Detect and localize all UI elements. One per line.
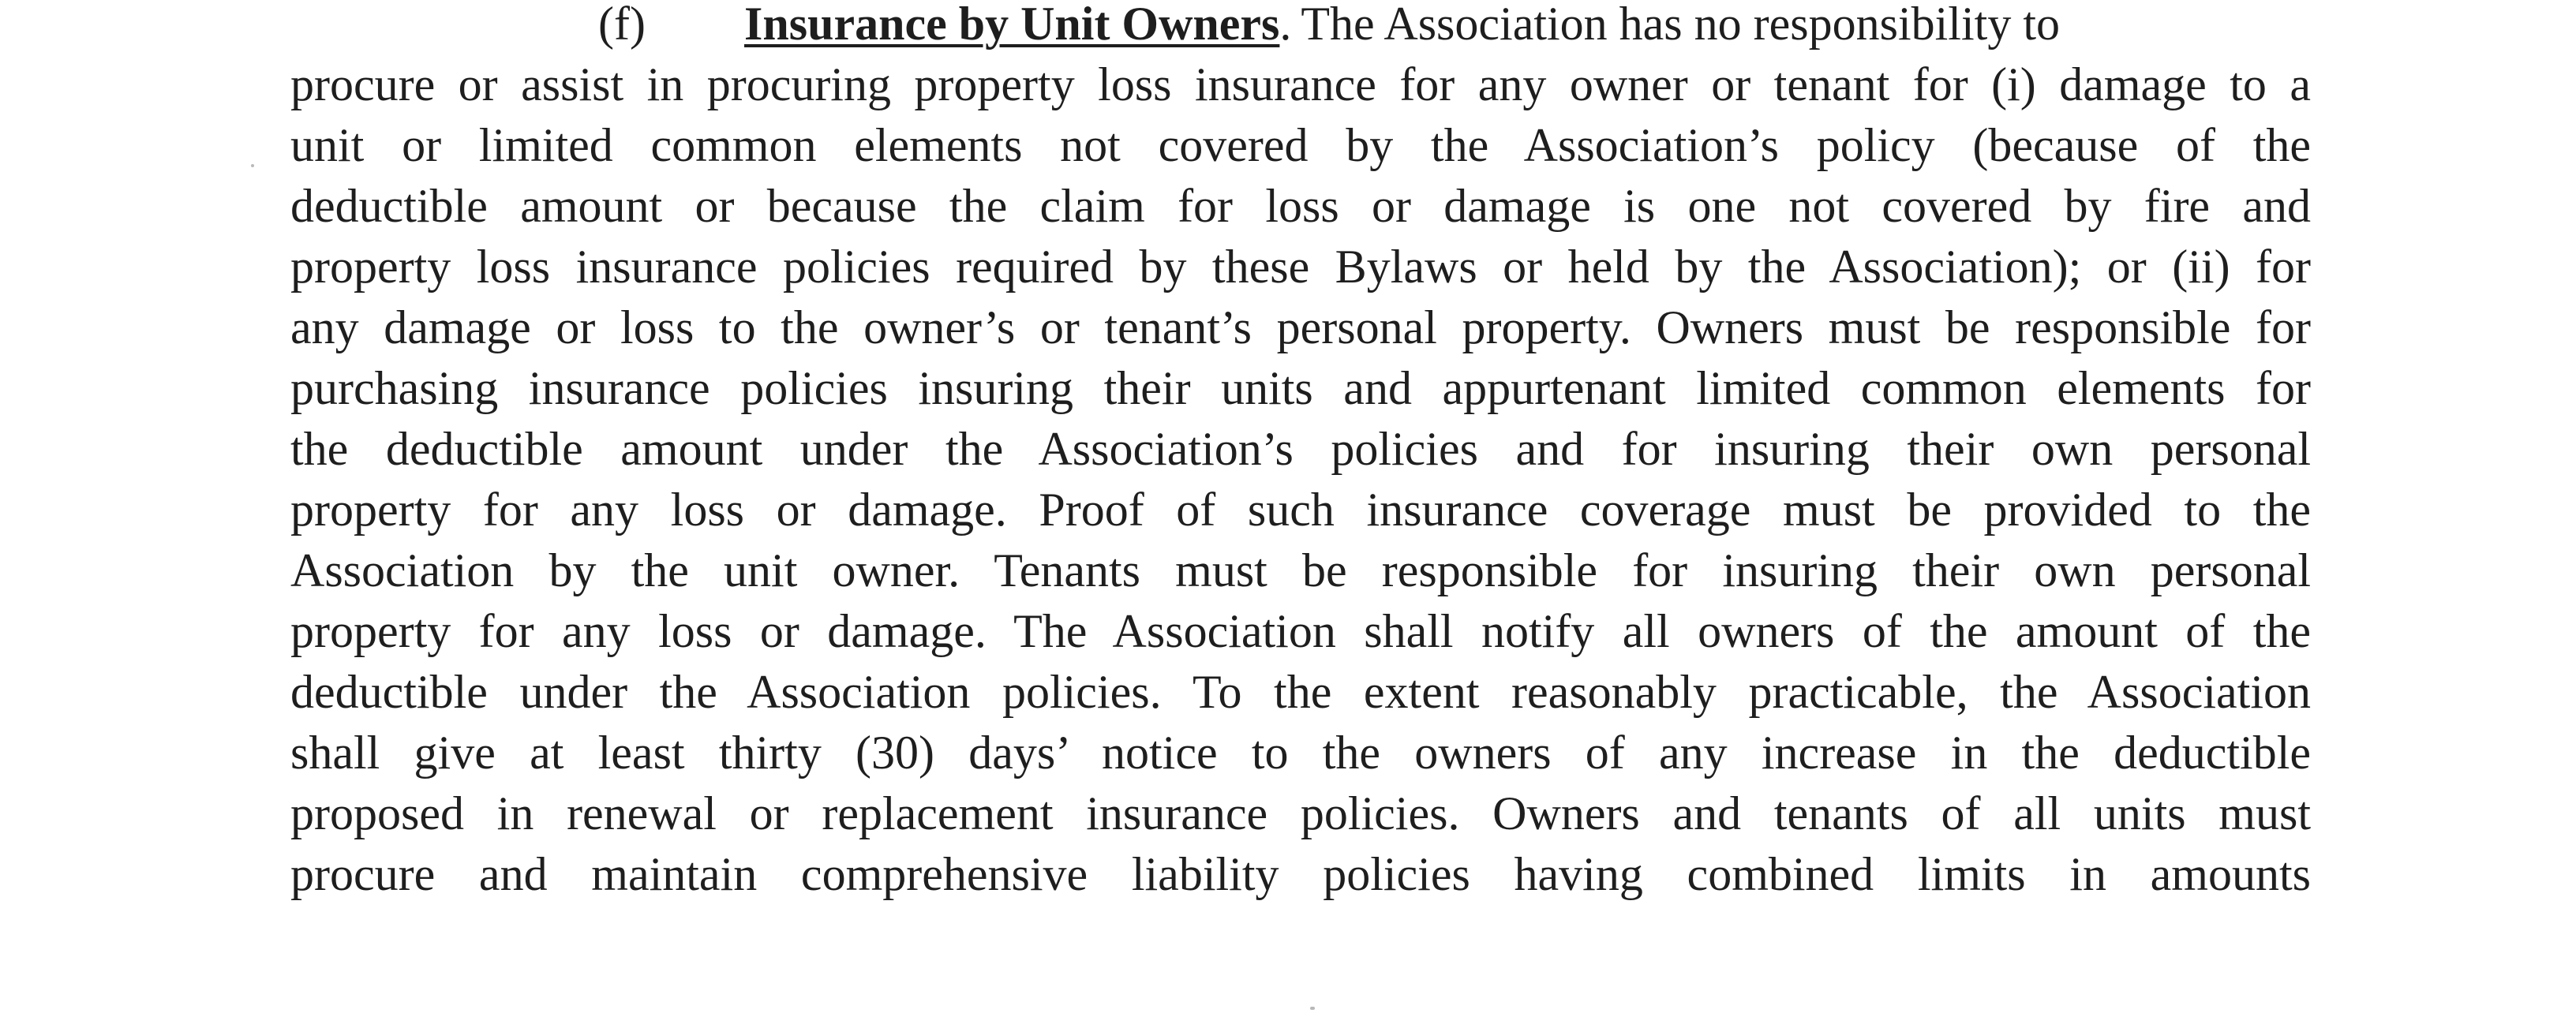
heading-punctuation: .	[1279, 0, 1292, 50]
body-line: the deductible amount under the Association’s policies and for insuring their own personal	[290, 423, 2311, 475]
body-line: property for any loss or damage. Proof of such insurance coverage must be provided to the	[290, 484, 2311, 536]
body-line: unit or limited common elements not covered by the Association’s policy (because of the	[290, 119, 2311, 171]
first-line-text: The Association has no responsibility to	[1301, 0, 2060, 50]
body-line: shall give at least thirty (30) days’ notice to the owners of any increase in the deductible	[290, 727, 2311, 779]
body-line: any damage or loss to the owner’s or tenant’s personal property. Owners must be responsible for	[290, 301, 2311, 353]
section-heading: Insurance by Unit Owners	[744, 0, 1280, 50]
body-line: procure and maintain comprehensive liability policies having combined limits in amounts	[290, 848, 2311, 900]
body-line: proposed in renewal or replacement insurance policies. Owners and tenants of all units must	[290, 787, 2311, 839]
body-line: deductible under the Association policies. To the extent reasonably practicable, the Association	[290, 666, 2311, 718]
scan-speck	[251, 164, 254, 167]
scan-speck	[1310, 1007, 1315, 1010]
section-first-line	[290, 0, 2311, 54]
section-label: (f)	[598, 0, 646, 50]
body-line: property loss insurance policies required by these Bylaws or held by the Association); or (ii) for	[290, 241, 2311, 293]
body-line: property for any loss or damage. The Association shall notify all owners of the amount of the	[290, 605, 2311, 657]
body-line: Association by the unit owner. Tenants must be responsible for insuring their own personal	[290, 544, 2311, 596]
insurance-section	[290, 0, 2311, 905]
body-line: procure or assist in procuring property loss insurance for any owner or tenant for (i) damage to a	[290, 58, 2311, 110]
body-line: deductible amount or because the claim for loss or damage is one not covered by fire and	[290, 180, 2311, 232]
body-line: purchasing insurance policies insuring their units and appurtenant limited common elements for	[290, 362, 2311, 414]
